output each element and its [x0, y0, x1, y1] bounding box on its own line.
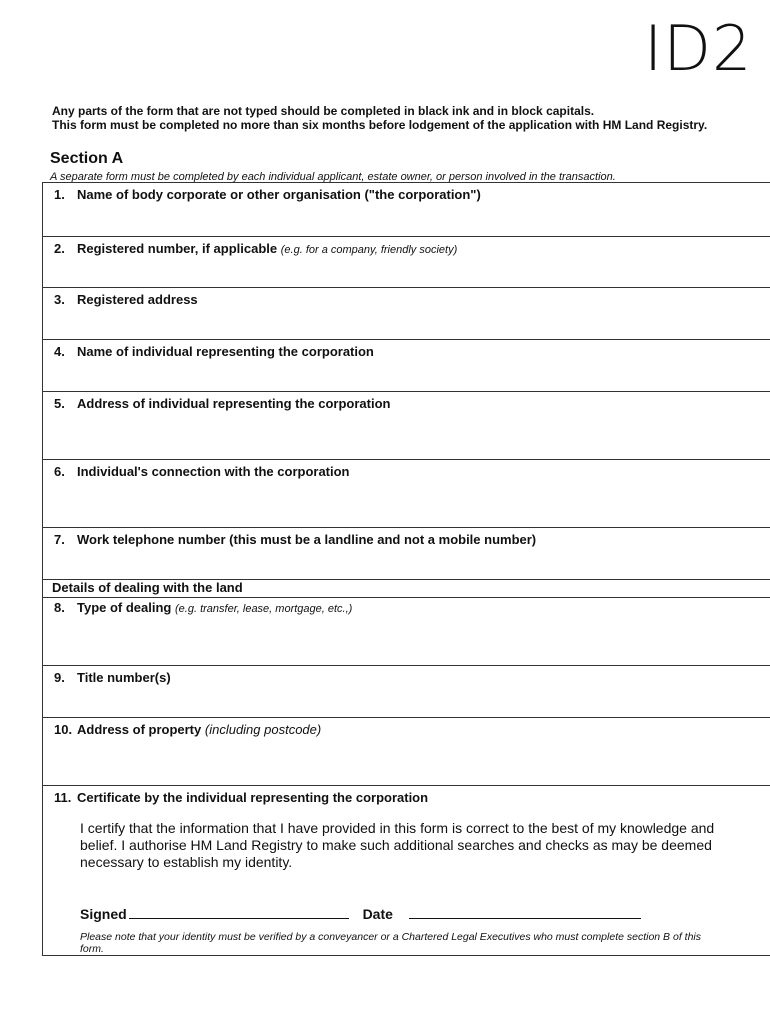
question-label: 10. Address of property (including postcode) [54, 722, 322, 737]
date-field[interactable] [409, 904, 641, 919]
section-title: Section A [50, 150, 124, 167]
field-connection[interactable] [43, 460, 770, 528]
form-table [42, 182, 770, 956]
dealing-heading: Details of dealing with the land [52, 580, 243, 595]
question-label: 8. Type of dealing (e.g. transfer, lease, mortgage, etc.,) [54, 600, 353, 615]
question-label: 11. Certificate by the individual representing the corporation [54, 790, 429, 805]
question-label: 5. Address of individual representing the corporation [54, 396, 391, 411]
instruction-line-1: Any parts of the form that are not typed should be completed in black ink and in block capitals. [52, 104, 595, 118]
question-label: 7. Work telephone number (this must be a landline and not a mobile number) [54, 532, 537, 547]
question-label: 1. Name of body corporate or other organisation ("the corporation") [54, 187, 481, 202]
form-code: ID2 [644, 12, 753, 85]
signed-label: Signed [80, 906, 127, 922]
field-representative-address[interactable] [43, 392, 770, 460]
field-corporation-name[interactable] [43, 183, 770, 237]
question-label: 3. Registered address [54, 292, 198, 307]
question-label: 4. Name of individual representing the corporation [54, 344, 374, 359]
instruction-line-2: This form must be completed no more than six months before lodgement of the application with HM Land Registry. [52, 118, 708, 132]
field-property-address[interactable] [43, 718, 770, 786]
field-title-numbers[interactable] [43, 666, 770, 718]
signature-line [80, 904, 641, 922]
field-type-of-dealing[interactable] [43, 598, 770, 666]
question-label: 6. Individual's connection with the corporation [54, 464, 350, 479]
question-label: 9. Title number(s) [54, 670, 171, 685]
field-registered-number[interactable] [43, 237, 770, 288]
section-note: A separate form must be completed by each individual applicant, estate owner, or person involved in the transaction. [50, 171, 616, 183]
question-label: 2. Registered number, if applicable (e.g. for a company, friendly society) [54, 241, 458, 256]
instructions [52, 104, 752, 132]
certificate-section [43, 786, 770, 957]
certificate-text: I certify that the information that I have provided in this form is correct to the best of my knowledge and belief. I authorise HM Land Registry to make such additional searches and checks as may be deemed necessary to establish my identity. [80, 820, 715, 870]
signature-field[interactable] [129, 904, 349, 919]
verification-note: Please note that your identity must be verified by a conveyancer or a Chartered Legal Executives who must complete section B of this form. [80, 931, 701, 955]
field-work-telephone[interactable] [43, 528, 770, 580]
field-representative-name[interactable] [43, 340, 770, 392]
date-label: Date [362, 906, 393, 922]
dealing-heading-row [43, 580, 770, 598]
field-registered-address[interactable] [43, 288, 770, 340]
